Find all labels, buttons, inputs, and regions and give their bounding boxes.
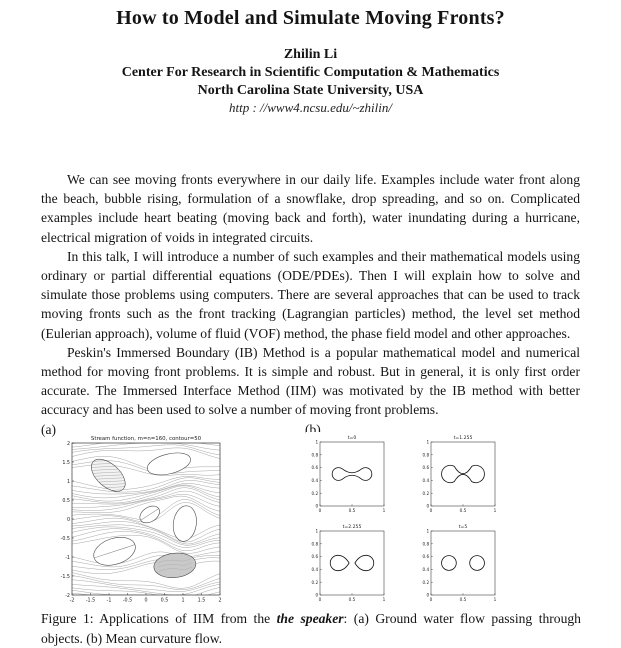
- svg-text:1: 1: [493, 597, 497, 602]
- svg-text:-1.5: -1.5: [85, 598, 96, 604]
- svg-text:t=5: t=5: [458, 524, 468, 530]
- svg-text:0.4: 0.4: [311, 567, 319, 572]
- svg-text:t=0: t=0: [347, 435, 357, 441]
- svg-text:0.5: 0.5: [348, 508, 356, 513]
- svg-text:1: 1: [315, 528, 319, 534]
- svg-text:0.5: 0.5: [459, 508, 467, 513]
- stream-function-contour-plot: [56, 434, 234, 606]
- paper-title: How to Model and Simulate Moving Fronts?: [116, 7, 505, 29]
- abstract-paragraph-2: In this talk, I will introduce a number of such examples and their mathematical models using ordinary or partial differential equations (ODE/PDEs). Then I will explain how to solve and simulate those problems using computers. There are several approaches that can be used to track moving fronts such as the front tracking (Lagrangian particles) method, the level set method (Eulerian approach), volume of fluid (VOF) method, the phase field model and other approaches.: [41, 248, 580, 341]
- svg-text:1: 1: [382, 508, 386, 513]
- subfigure-label-a: (a): [41, 422, 56, 437]
- author-name: Zhilin Li: [283, 47, 338, 62]
- svg-text:0.4: 0.4: [422, 567, 430, 572]
- svg-text:0: 0: [429, 508, 433, 513]
- author-url[interactable]: http : //www4.ncsu.edu/~zhilin/: [228, 100, 393, 115]
- svg-text:Stream function, m=n=160, cont: Stream function, m=n=160, contour=50: [90, 436, 202, 442]
- svg-text:-2: -2: [65, 593, 70, 599]
- abstract-paragraph-3: Peskin's Immersed Boundary (IB) Method is a popular mathematical model and numerical method for moving front problems. It is simple and robust. But in general, it is only first order accurate. The Immersed Interface Method (IIM) was motivated by the IB method with better accuracy and has been used to solve a number of moving front problems.: [41, 344, 580, 418]
- svg-text:0.5: 0.5: [459, 597, 467, 602]
- subfigure-label-b: (b): [305, 422, 321, 437]
- svg-text:0.8: 0.8: [311, 541, 319, 547]
- caption-prefix: Figure 1: Applications of IIM from the: [41, 611, 277, 626]
- svg-text:0: 0: [315, 592, 319, 598]
- affiliation-line-1: Center For Research in Scientific Computation & Mathematics: [121, 65, 500, 80]
- svg-text:1: 1: [493, 508, 497, 513]
- svg-text:2: 2: [66, 441, 70, 447]
- svg-text:0.5: 0.5: [348, 597, 356, 602]
- svg-text:0.2: 0.2: [422, 579, 430, 585]
- svg-text:1: 1: [181, 598, 185, 604]
- svg-text:0.2: 0.2: [422, 490, 430, 496]
- curve-plot-t5: [417, 521, 501, 607]
- svg-text:0: 0: [426, 503, 430, 509]
- svg-text:0.6: 0.6: [422, 554, 430, 560]
- svg-text:0.8: 0.8: [422, 452, 430, 458]
- svg-text:0.2: 0.2: [311, 579, 319, 585]
- svg-text:0.6: 0.6: [311, 465, 319, 471]
- svg-text:0.6: 0.6: [311, 554, 319, 560]
- svg-text:1: 1: [315, 439, 319, 445]
- svg-text:0.8: 0.8: [311, 452, 319, 458]
- figure-caption: [41, 609, 581, 648]
- svg-text:0.6: 0.6: [422, 465, 430, 471]
- svg-text:-1: -1: [106, 598, 112, 604]
- svg-text:0.5: 0.5: [62, 498, 70, 504]
- svg-text:-0.5: -0.5: [60, 536, 70, 542]
- svg-text:0.4: 0.4: [422, 478, 430, 483]
- svg-text:0.5: 0.5: [160, 598, 169, 604]
- svg-text:0.4: 0.4: [311, 478, 319, 483]
- abstract-body: [41, 170, 580, 420]
- curve-plot-t2-255: [306, 521, 390, 607]
- svg-text:0: 0: [144, 598, 148, 604]
- svg-text:2: 2: [218, 598, 222, 604]
- svg-text:0: 0: [66, 517, 70, 523]
- svg-text:-1: -1: [65, 555, 70, 561]
- abstract-paragraph-1: We can see moving fronts everywhere in our daily life. Examples include water front along the beach, bubble rising, formulation of a snowflake, drop spreading, and so on. Complicated examples include heart beating (moving back and forth), water inundating during a hurricane, electrical migration of voids in integrated circuits.: [41, 172, 580, 245]
- svg-text:-0.5: -0.5: [122, 598, 133, 604]
- caption-emphasis: the speaker: [276, 611, 344, 626]
- svg-text:0.2: 0.2: [311, 490, 319, 496]
- svg-text:0.8: 0.8: [422, 541, 430, 547]
- svg-text:1.5: 1.5: [197, 598, 206, 604]
- svg-text:0: 0: [318, 508, 322, 513]
- svg-text:0: 0: [429, 597, 433, 602]
- svg-text:1: 1: [382, 597, 386, 602]
- affiliation-line-2: North Carolina State University, USA: [197, 83, 424, 98]
- svg-text:1: 1: [66, 479, 70, 485]
- svg-text:t=1.255: t=1.255: [453, 435, 473, 441]
- svg-text:1: 1: [426, 528, 430, 534]
- svg-text:1: 1: [426, 439, 430, 445]
- svg-text:-2: -2: [69, 598, 75, 604]
- svg-text:0: 0: [315, 503, 319, 509]
- curve-plot-t1-255: [417, 432, 501, 518]
- svg-text:1.5: 1.5: [62, 460, 70, 466]
- svg-text:t=2.255: t=2.255: [342, 524, 362, 530]
- svg-text:-1.5: -1.5: [60, 574, 70, 580]
- curve-plot-t0: [306, 432, 390, 518]
- svg-text:0: 0: [426, 592, 430, 598]
- svg-text:0: 0: [318, 597, 322, 602]
- caption-suffix: : (a) Ground water flow passing through objects. (b) Mean curvature flow.: [41, 611, 581, 646]
